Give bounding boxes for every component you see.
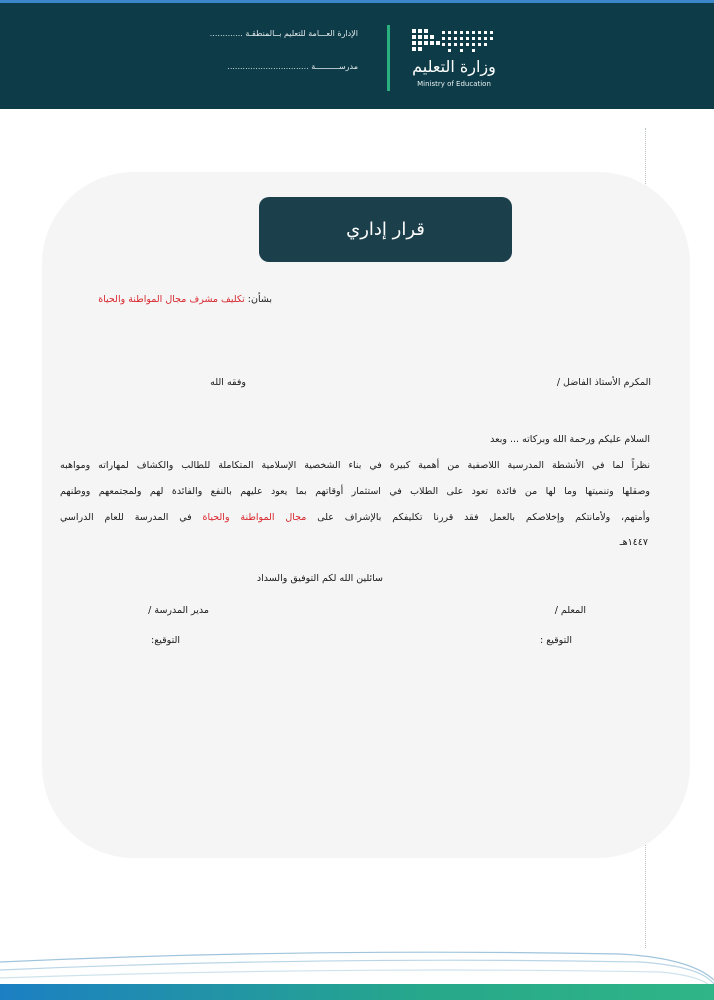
subject-line: [98, 294, 272, 305]
body-line-2: وصقلها وتنميتها وما لها من فائدة تعود على الطلاب في استثمار أوقاتهم بما يعود عليهم بالنفع والفائدة لهم ولمجتمعهم ووطنهم: [60, 486, 650, 497]
footer-gradient-bar: [0, 984, 714, 1000]
body-line-4: ١٤٤٧هـ: [619, 537, 648, 548]
body-highlight: مجال المواطنة والحياة: [202, 512, 307, 523]
recipient-line: المكرم الأستاذ الفاضل /: [556, 377, 651, 388]
body-line-3: [60, 511, 650, 524]
teacher-signature-label: التوقيع :: [540, 635, 572, 646]
closing-text: سائلين الله لكم التوفيق والسداد: [256, 573, 383, 584]
ministry-logo: [404, 27, 504, 91]
blessing-text: وفقه الله: [210, 377, 246, 388]
body-line-3-start: وأمتهم، ولأمانتكم وإخلاصكم بالعمل فقد قررنا تكليفكم بالإشراف على: [317, 512, 650, 523]
header-divider: [387, 25, 390, 91]
subject-label: بشأن:: [247, 294, 272, 305]
education-directorate-line: الإدارة العـــامة للتعليم بــالمنطقـة .............: [209, 29, 358, 38]
principal-signature-label: التوقيع:: [151, 635, 180, 646]
salutation: السلام عليكم ورحمة الله وبركاته ... وبعد: [490, 434, 650, 445]
logo-english-text: Ministry of Education: [417, 80, 491, 88]
teacher-label: المعلم /: [554, 605, 586, 616]
logo-dots-icon: [408, 27, 500, 55]
document-header: [0, 3, 714, 109]
title-banner: [259, 197, 512, 262]
body-line-3-end: في المدرسة للعام الدراسي: [60, 512, 192, 523]
subject-value: تكليف مشرف مجال المواطنة والحياة: [98, 294, 245, 305]
school-name-line: مدرســــــــــة ................................: [227, 62, 358, 71]
document-title: قرار إداري: [346, 219, 425, 240]
logo-arabic-text: وزارة التعليم: [412, 57, 496, 76]
principal-label: مدير المدرسة /: [148, 605, 209, 616]
body-line-1: نظراً لما في الأنشطة المدرسية اللاصفية من أهمية كبيرة في بناء الشخصية الإسلامية المتكاملة للطالب والكشاف لمهاراته ومواهبه: [60, 460, 650, 471]
